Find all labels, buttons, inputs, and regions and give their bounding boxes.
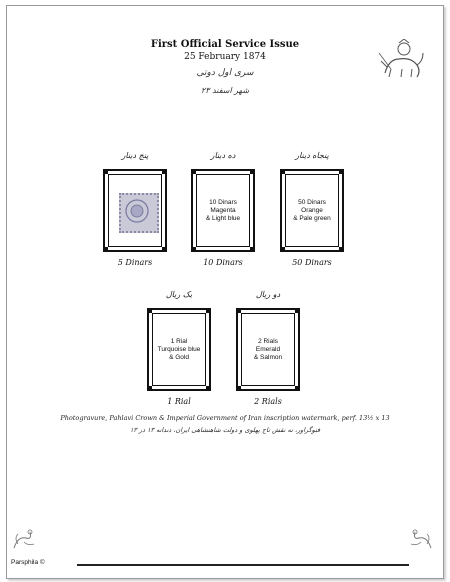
stamp-image <box>119 193 159 233</box>
stamp-frame <box>280 169 344 252</box>
stamp-slot-50-dinars <box>280 151 344 267</box>
persian-subtitle: سری اول دوتی <box>196 68 254 78</box>
persian-label: ده دینار <box>210 151 236 160</box>
lion-sun-crest-icon <box>377 39 427 81</box>
stamp-caption: 50 Dinars <box>292 258 332 267</box>
stamp-description: 10 Dinars Magenta & Light blue <box>205 198 241 222</box>
stamp-slot-2-rials <box>236 290 300 406</box>
stamp-caption: 5 Dinars <box>117 258 153 267</box>
persian-date: ۲۳ شهر اسفند <box>200 86 250 95</box>
stamp-slot-10-dinars <box>191 151 255 267</box>
printing-note: Photogravure, Pahlavi Crown & Imperial Government of Iran inscription watermark, perf. 13½ x 13 <box>60 414 390 422</box>
stamp-frame <box>103 169 167 252</box>
stamp-slot-5-dinars <box>103 151 167 267</box>
persian-label: پنج دینار <box>121 151 149 160</box>
persian-label: یک ریال <box>165 290 193 299</box>
persian-label: پنجاه دینار <box>295 151 329 160</box>
printing-note-persian: فتوگراور، ته نقش تاج پهلوی و دولت شاهنشاهی ایران، دندانه ۱۳ در ۱۳ <box>129 426 321 434</box>
stamp-caption: 1 Rial <box>167 397 191 406</box>
album-page <box>6 5 444 579</box>
stamp-description: 2 Rials Emerald & Salmon <box>253 337 283 361</box>
floral-ornament-icon <box>407 526 433 550</box>
stamp-description: 50 Dinars Orange & Pale green <box>293 198 331 222</box>
stamp-slot-1-rial <box>147 290 211 406</box>
stamp-frame <box>147 308 211 391</box>
stamp-frame <box>191 169 255 252</box>
stamp-frame <box>236 308 300 391</box>
floral-ornament-icon <box>12 526 38 550</box>
brand-mark: Parsphila © <box>11 559 45 566</box>
page-title: First Official Service Issue <box>150 39 300 50</box>
persian-label: دو ریال <box>255 290 281 299</box>
stamp-description: 1 Rial Turquoise blue & Gold <box>157 337 201 361</box>
issue-date: 25 February 1874 <box>184 52 266 62</box>
stamp-caption: 10 Dinars <box>203 258 243 267</box>
bottom-rule <box>77 564 409 566</box>
stamp-caption: 2 Rials <box>254 397 282 406</box>
